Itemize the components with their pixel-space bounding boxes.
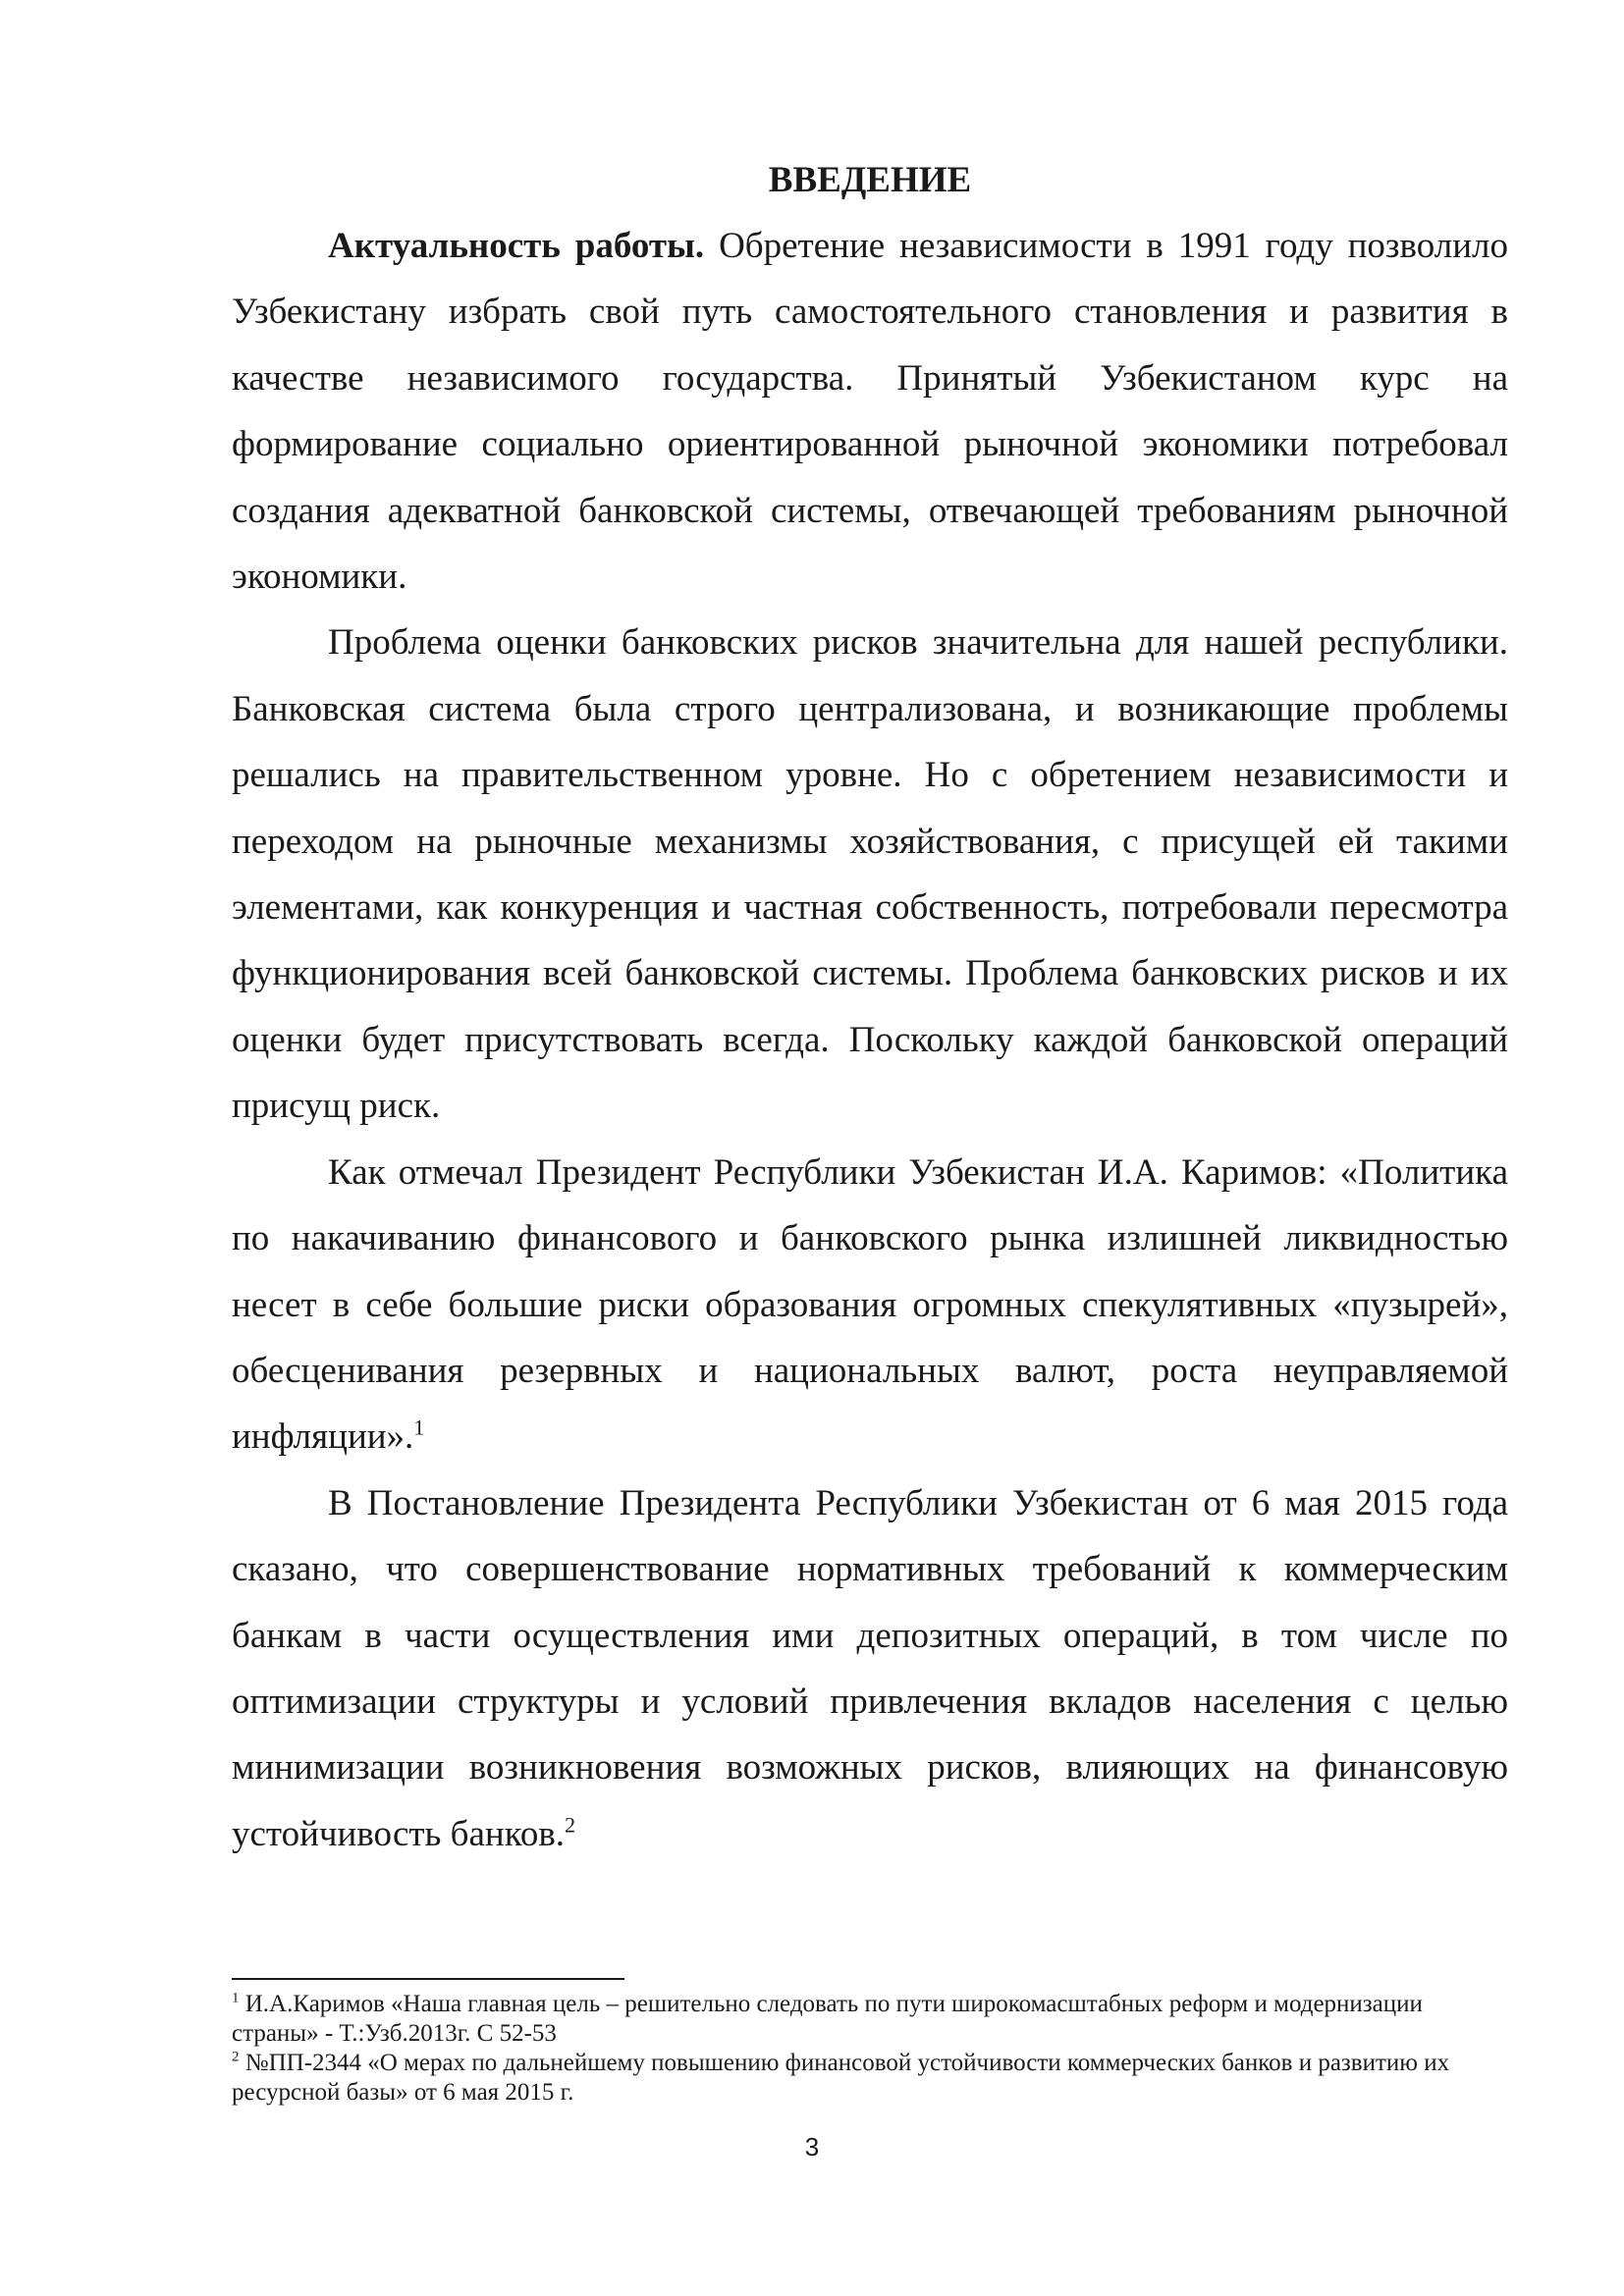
paragraph-bank-risks: [232, 610, 1508, 1139]
footnote-reference[interactable]: 1: [413, 1415, 425, 1440]
footnote-reference[interactable]: 2: [565, 1812, 576, 1838]
footnote-number: 1: [232, 1990, 240, 2006]
footnotes: [232, 1978, 1508, 2108]
paragraph-quote: [232, 1140, 1508, 1470]
page-number: 3: [804, 2132, 820, 2162]
footnote-2: [232, 2049, 1508, 2108]
paragraph-relevance: [232, 213, 1508, 610]
paragraph-text: Как отмечал Президент Республики Узбекистан И.А. Каримов: «Политика по накачиванию финансового и банковского рынка излишней ликвидностью несет в себе большие риски образования огромных спекулятивных «пузырей», обесценивания резервных и национальных валют, роста неуправляемой инфляции».: [232, 1151, 1508, 1458]
paragraph-text: В Постановление Президента Республики Узбекистан от 6 мая 2015 года сказано, что совершенствование нормативных требований к коммерческим банкам в части осуществления ими депозитных операций, в том числе по оптимизации структуры и условий привлечения вкладов населения с целью минимизации возникновения возможных рисков, влияющих на финансовую устойчивость банков.: [232, 1482, 1508, 1854]
main-text: [232, 147, 1508, 1867]
section-title: ВВЕДЕНИЕ: [768, 160, 972, 200]
footnote-text: №ПП-2344 «О мерах по дальнейшему повышению финансовой устойчивости коммерческих банков и развитию их ресурсной базы» от 6 мая 2015 г.: [232, 2050, 1450, 2106]
paragraph-text: Проблема оценки банковских рисков значительна для нашей республики. Банковская система была строго централизована, и возникающие проблемы решались на правительственном уровне. Но с обретением независимости и переходом на рыночные механизмы хозяйствования, с присущей ей такими элементами, как конкуренция и частная собственность, потребовали пересмотра функционирования всей банковской системы. Проблема банковских рисков и их оценки будет присутствовать всегда. Поскольку каждой банковской операций присущ риск.: [232, 622, 1508, 1127]
footnote-1: [232, 1990, 1508, 2049]
footnote-text: И.А.Каримов «Наша главная цель – решительно следовать по пути широкомасштабных реформ и модернизации страны» - Т.:Узб.2013г. С 52-53: [232, 1991, 1423, 2047]
footnote-divider: [232, 1978, 624, 1980]
footnote-number: 2: [232, 2049, 240, 2065]
paragraph-text: Обретение независимости в 1991 году позволило Узбекистану избрать свой путь самостоятельного становления и развития в качестве независимого государства. Принятый Узбекистаном курс на формирование социально ориентированной рыночной экономики потребовал создания адекватной банковской системы, отвечающей требованиям рыночной экономики.: [232, 226, 1508, 598]
paragraph-lead: Актуальность работы.: [328, 226, 705, 266]
paragraph-resolution: [232, 1470, 1508, 1867]
